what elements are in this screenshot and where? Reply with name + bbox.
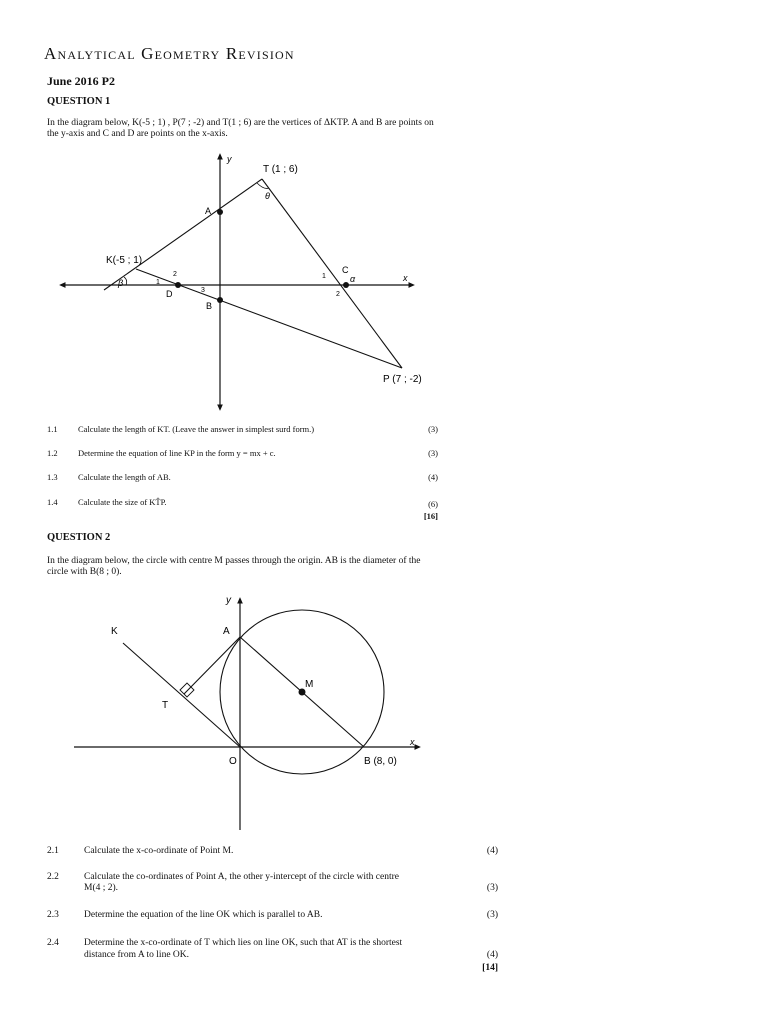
label-A-q2: A	[223, 626, 230, 637]
q1-item-number: 1.2	[47, 448, 58, 458]
q1-item-text: Calculate the size of KT̂P.	[78, 497, 167, 507]
line-OK	[123, 643, 240, 747]
q1-total-marks: [16]	[423, 511, 438, 521]
q2-total-marks: [14]	[482, 963, 498, 973]
q1-item-marks: (3)	[428, 448, 438, 458]
q1-item-marks: (3)	[428, 424, 438, 434]
q2-x-label: x	[410, 737, 415, 747]
label-theta: θ	[265, 191, 270, 201]
q2-item-text: Calculate the x-co-ordinate of Point M.	[84, 846, 234, 856]
label-C2: 2	[336, 291, 340, 298]
label-K: K(-5 ; 1)	[106, 255, 143, 266]
label-O: O	[229, 756, 237, 767]
q1-item-text: Calculate the length of AB.	[78, 472, 171, 482]
label-A: A	[205, 206, 212, 216]
label-D: D	[166, 289, 173, 299]
q2-item-number: 2.3	[47, 910, 59, 920]
q1-item-text: Determine the equation of line KP in the form y = mx + c.	[78, 448, 276, 458]
q2-item-number: 2.1	[47, 846, 59, 856]
question-1-intro-line-2: the y-axis and C and D are points on the x-axis.	[47, 129, 228, 139]
question-1-heading: QUESTION 1	[47, 96, 111, 107]
label-P: P (7 ; -2)	[383, 374, 422, 385]
label-T-q2: T	[162, 700, 169, 711]
label-K-q2: K	[111, 626, 118, 637]
label-M: M	[305, 679, 314, 690]
q1-item-number: 1.1	[47, 424, 58, 434]
q2-item-text: Calculate the co-ordinates of Point A, the other y-intercept of the circle with centre	[84, 872, 399, 882]
q2-item-text: Determine the x-co-ordinate of T which lies on line OK, such that AT is the shortest	[84, 938, 403, 948]
q2-item-number: 2.4	[47, 938, 59, 948]
page-title: Analytical Geometry Revision	[44, 44, 295, 63]
q1-item-marks: (4)	[428, 472, 438, 482]
label-beta: β	[118, 278, 124, 288]
q1-y-label: y	[227, 154, 232, 164]
q1-item-text: Calculate the length of KT. (Leave the answer in simplest surd form.)	[78, 424, 315, 434]
q2-item-text: Determine the equation of the line OK which is parallel to AB.	[84, 910, 323, 920]
question-2-intro-line-2: circle with B(8 ; 0).	[47, 567, 122, 577]
q1-item-number: 1.4	[47, 497, 58, 507]
q2-item-number: 2.2	[47, 872, 59, 882]
q2-item-text-cont: M(4 ; 2).	[84, 883, 119, 893]
q2-item-marks: (3)	[486, 883, 498, 893]
q1-item-marks: (6)	[428, 499, 438, 509]
q2-item-marks: (3)	[486, 910, 498, 920]
label-C: C	[342, 265, 349, 275]
question-2-intro-line-1: In the diagram below, the circle with centre M passes through the origin. AB is the diameter of the	[47, 556, 421, 566]
question-2-heading: QUESTION 2	[47, 532, 111, 543]
label-C1: 1	[322, 273, 326, 280]
q2-item-text-cont: distance from A to line OK.	[84, 950, 190, 960]
line-AT	[184, 637, 240, 694]
paper-subtitle: June 2016 P2	[47, 74, 116, 88]
q2-item-marks: (4)	[486, 846, 498, 856]
q2-item-marks: (4)	[486, 950, 498, 960]
label-B-q2: B (8, 0)	[364, 756, 397, 767]
label-alpha: α	[350, 274, 356, 284]
label-D2: 2	[173, 271, 177, 278]
q2-y-label: y	[226, 595, 231, 606]
label-B: B	[206, 301, 213, 311]
q1-item-number: 1.3	[47, 472, 58, 482]
q1-x-label: x	[403, 273, 408, 283]
question-1-intro-line-1: In the diagram below, K(-5 ; 1) , P(7 ; -2) and T(1 ; 6) are the vertices of ΔKTP. A and B are points on	[47, 118, 434, 128]
label-B3: 3	[201, 287, 205, 294]
label-T: T (1 ; 6)	[263, 164, 298, 175]
label-D1: 1	[156, 279, 160, 286]
